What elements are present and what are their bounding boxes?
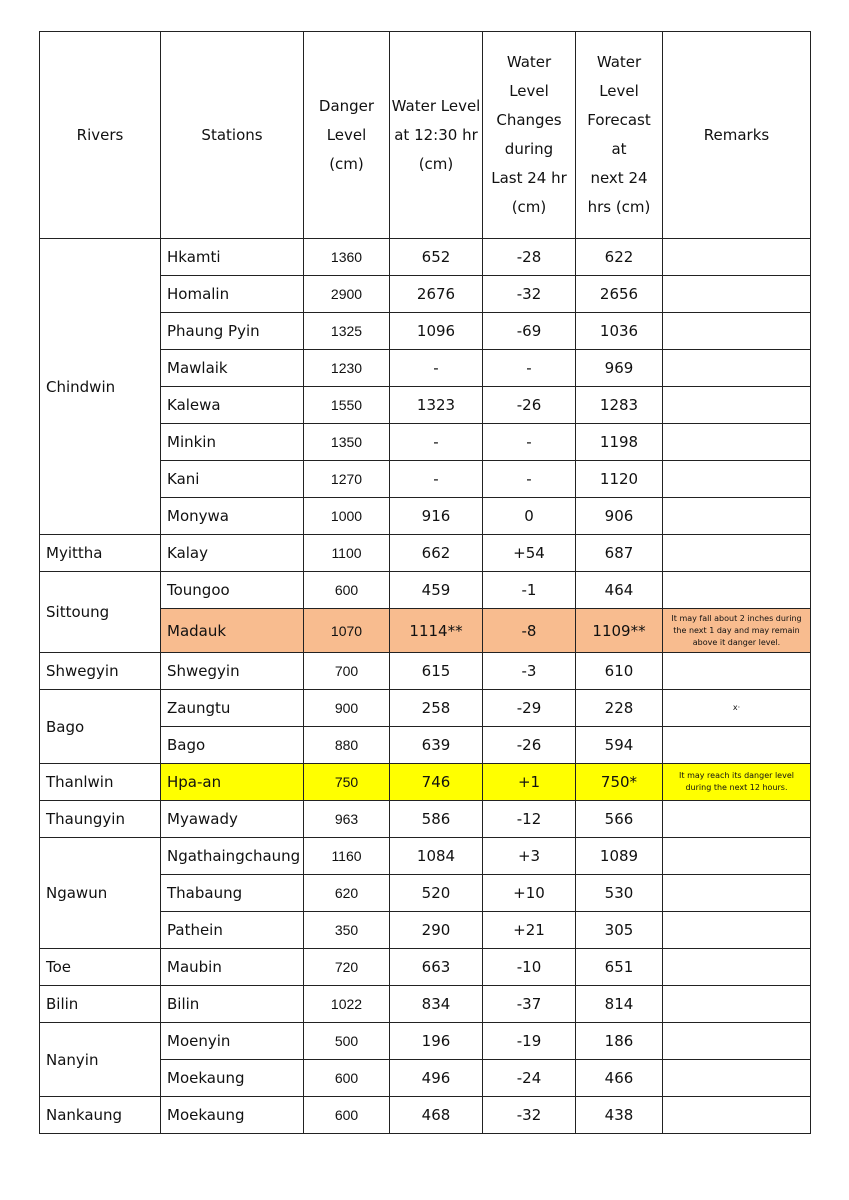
water-level-cell: 1084 <box>390 838 483 875</box>
change-cell: -69 <box>483 313 576 350</box>
danger-level-cell: 1230 <box>304 350 390 387</box>
water-level-cell: 662 <box>390 535 483 572</box>
river-cell: Shwegyin <box>40 653 161 690</box>
danger-level-cell: 1270 <box>304 461 390 498</box>
station-cell: Mawlaik <box>161 350 304 387</box>
station-cell: Hpa-an <box>161 764 304 801</box>
danger-level-cell: 600 <box>304 1060 390 1097</box>
table-row <box>40 1097 811 1134</box>
change-cell: -37 <box>483 986 576 1023</box>
river-cell: Thanlwin <box>40 764 161 801</box>
water-level-cell: 496 <box>390 1060 483 1097</box>
forecast-cell: 1283 <box>576 387 663 424</box>
forecast-cell: 305 <box>576 912 663 949</box>
water-level-cell: - <box>390 424 483 461</box>
river-cell: Nanyin <box>40 1023 161 1097</box>
station-cell: Ngathaingchaung <box>161 838 304 875</box>
station-cell: Maubin <box>161 949 304 986</box>
water-level-cell: 459 <box>390 572 483 609</box>
remark-cell <box>663 276 811 313</box>
station-cell: Kalay <box>161 535 304 572</box>
forecast-cell: 464 <box>576 572 663 609</box>
remark-cell: It may fall about 2 inches during the next 1 day and may remain above it danger level. <box>663 609 811 653</box>
change-cell: -26 <box>483 727 576 764</box>
remark-cell <box>663 912 811 949</box>
station-cell: Thabaung <box>161 875 304 912</box>
remark-cell <box>663 727 811 764</box>
change-cell: 0 <box>483 498 576 535</box>
danger-level-cell: 350 <box>304 912 390 949</box>
remark-cell: x· <box>663 690 811 727</box>
forecast-cell: 906 <box>576 498 663 535</box>
change-cell: -3 <box>483 653 576 690</box>
danger-level-cell: 1360 <box>304 239 390 276</box>
forecast-cell: 622 <box>576 239 663 276</box>
station-cell: Toungoo <box>161 572 304 609</box>
forecast-cell: 594 <box>576 727 663 764</box>
water-level-cell: 196 <box>390 1023 483 1060</box>
remark-cell <box>663 387 811 424</box>
danger-level-cell: 620 <box>304 875 390 912</box>
remark-cell <box>663 1023 811 1060</box>
table-row-near-danger <box>40 764 811 801</box>
danger-level-cell: 1160 <box>304 838 390 875</box>
river-cell: Bilin <box>40 986 161 1023</box>
header-level-change: Water Level Changes during Last 24 hr (cm) <box>483 32 576 239</box>
danger-level-cell: 1550 <box>304 387 390 424</box>
remark-cell <box>663 498 811 535</box>
water-level-cell: 1323 <box>390 387 483 424</box>
river-cell: Sittoung <box>40 572 161 653</box>
change-cell: -24 <box>483 1060 576 1097</box>
change-cell: - <box>483 350 576 387</box>
table-row <box>40 690 811 727</box>
danger-level-cell: 1100 <box>304 535 390 572</box>
river-cell: Myittha <box>40 535 161 572</box>
danger-level-cell: 600 <box>304 1097 390 1134</box>
table-row <box>40 239 811 276</box>
change-cell: - <box>483 461 576 498</box>
remark-cell <box>663 350 811 387</box>
forecast-cell: 687 <box>576 535 663 572</box>
change-cell: +21 <box>483 912 576 949</box>
danger-level-cell: 700 <box>304 653 390 690</box>
station-cell: Hkamti <box>161 239 304 276</box>
change-cell: +1 <box>483 764 576 801</box>
station-cell: Moekaung <box>161 1097 304 1134</box>
water-level-cell: - <box>390 461 483 498</box>
water-level-cell: 834 <box>390 986 483 1023</box>
water-level-cell: - <box>390 350 483 387</box>
forecast-cell: 969 <box>576 350 663 387</box>
station-cell: Kani <box>161 461 304 498</box>
forecast-cell: 438 <box>576 1097 663 1134</box>
change-cell: -10 <box>483 949 576 986</box>
remark-cell <box>663 838 811 875</box>
river-cell: Chindwin <box>40 239 161 535</box>
river-cell: Nankaung <box>40 1097 161 1134</box>
station-cell: Shwegyin <box>161 653 304 690</box>
change-cell: - <box>483 424 576 461</box>
forecast-cell: 1089 <box>576 838 663 875</box>
station-cell: Madauk <box>161 609 304 653</box>
forecast-cell: 1198 <box>576 424 663 461</box>
station-cell: Homalin <box>161 276 304 313</box>
water-level-cell: 290 <box>390 912 483 949</box>
change-cell: -19 <box>483 1023 576 1060</box>
forecast-cell: 610 <box>576 653 663 690</box>
danger-level-cell: 720 <box>304 949 390 986</box>
change-cell: +54 <box>483 535 576 572</box>
station-cell: Bilin <box>161 986 304 1023</box>
water-level-cell: 1114** <box>390 609 483 653</box>
change-cell: -32 <box>483 1097 576 1134</box>
remark-cell <box>663 949 811 986</box>
remark-cell <box>663 572 811 609</box>
table-row <box>40 1023 811 1060</box>
remark-cell <box>663 424 811 461</box>
danger-level-cell: 2900 <box>304 276 390 313</box>
danger-level-cell: 750 <box>304 764 390 801</box>
table-row <box>40 801 811 838</box>
water-level-cell: 2676 <box>390 276 483 313</box>
water-level-cell: 615 <box>390 653 483 690</box>
danger-level-cell: 1325 <box>304 313 390 350</box>
forecast-cell: 1120 <box>576 461 663 498</box>
water-level-cell: 520 <box>390 875 483 912</box>
danger-level-cell: 880 <box>304 727 390 764</box>
change-cell: +10 <box>483 875 576 912</box>
forecast-cell: 1036 <box>576 313 663 350</box>
change-cell: -8 <box>483 609 576 653</box>
station-cell: Moenyin <box>161 1023 304 1060</box>
river-cell: Bago <box>40 690 161 764</box>
danger-level-cell: 963 <box>304 801 390 838</box>
station-cell: Monywa <box>161 498 304 535</box>
change-cell: -12 <box>483 801 576 838</box>
water-level-cell: 746 <box>390 764 483 801</box>
remark-cell <box>663 461 811 498</box>
forecast-cell: 186 <box>576 1023 663 1060</box>
water-level-cell: 586 <box>390 801 483 838</box>
header-rivers: Rivers <box>40 32 161 239</box>
table-row <box>40 838 811 875</box>
header-row <box>40 32 811 239</box>
station-cell: Minkin <box>161 424 304 461</box>
danger-level-cell: 900 <box>304 690 390 727</box>
change-cell: -29 <box>483 690 576 727</box>
table-row <box>40 653 811 690</box>
remark-cell <box>663 535 811 572</box>
water-level-cell: 468 <box>390 1097 483 1134</box>
remark-cell <box>663 1060 811 1097</box>
station-cell: Zaungtu <box>161 690 304 727</box>
header-forecast: Water Level Forecast at next 24 hrs (cm) <box>576 32 663 239</box>
river-cell: Toe <box>40 949 161 986</box>
danger-level-cell: 1000 <box>304 498 390 535</box>
remark-cell <box>663 801 811 838</box>
river-cell: Thaungyin <box>40 801 161 838</box>
forecast-cell: 651 <box>576 949 663 986</box>
change-cell: -28 <box>483 239 576 276</box>
remark-cell <box>663 1097 811 1134</box>
water-level-cell: 916 <box>390 498 483 535</box>
water-level-cell: 1096 <box>390 313 483 350</box>
danger-level-cell: 1070 <box>304 609 390 653</box>
water-level-cell: 652 <box>390 239 483 276</box>
station-cell: Moekaung <box>161 1060 304 1097</box>
change-cell: -32 <box>483 276 576 313</box>
header-danger-level: Danger Level (cm) <box>304 32 390 239</box>
water-level-cell: 663 <box>390 949 483 986</box>
header-water-level: Water Level at 12:30 hr (cm) <box>390 32 483 239</box>
station-cell: Bago <box>161 727 304 764</box>
forecast-cell: 466 <box>576 1060 663 1097</box>
table-row <box>40 949 811 986</box>
remark-cell <box>663 875 811 912</box>
forecast-cell: 1109** <box>576 609 663 653</box>
forecast-cell: 2656 <box>576 276 663 313</box>
river-cell: Ngawun <box>40 838 161 949</box>
station-cell: Pathein <box>161 912 304 949</box>
remark-cell <box>663 313 811 350</box>
danger-level-cell: 1350 <box>304 424 390 461</box>
station-cell: Kalewa <box>161 387 304 424</box>
forecast-cell: 566 <box>576 801 663 838</box>
forecast-cell: 750* <box>576 764 663 801</box>
station-cell: Myawady <box>161 801 304 838</box>
change-cell: +3 <box>483 838 576 875</box>
remark-cell <box>663 653 811 690</box>
remark-cell: It may reach its danger level during the next 12 hours. <box>663 764 811 801</box>
table-row <box>40 535 811 572</box>
station-cell: Phaung Pyin <box>161 313 304 350</box>
table-row <box>40 986 811 1023</box>
danger-level-cell: 1022 <box>304 986 390 1023</box>
danger-level-cell: 500 <box>304 1023 390 1060</box>
danger-level-cell: 600 <box>304 572 390 609</box>
forecast-cell: 228 <box>576 690 663 727</box>
remark-cell <box>663 986 811 1023</box>
water-level-table <box>39 31 811 1134</box>
remark-cell <box>663 239 811 276</box>
forecast-cell: 530 <box>576 875 663 912</box>
header-remarks: Remarks <box>663 32 811 239</box>
water-level-cell: 258 <box>390 690 483 727</box>
change-cell: -1 <box>483 572 576 609</box>
header-stations: Stations <box>161 32 304 239</box>
forecast-cell: 814 <box>576 986 663 1023</box>
table-row <box>40 572 811 609</box>
water-level-cell: 639 <box>390 727 483 764</box>
change-cell: -26 <box>483 387 576 424</box>
